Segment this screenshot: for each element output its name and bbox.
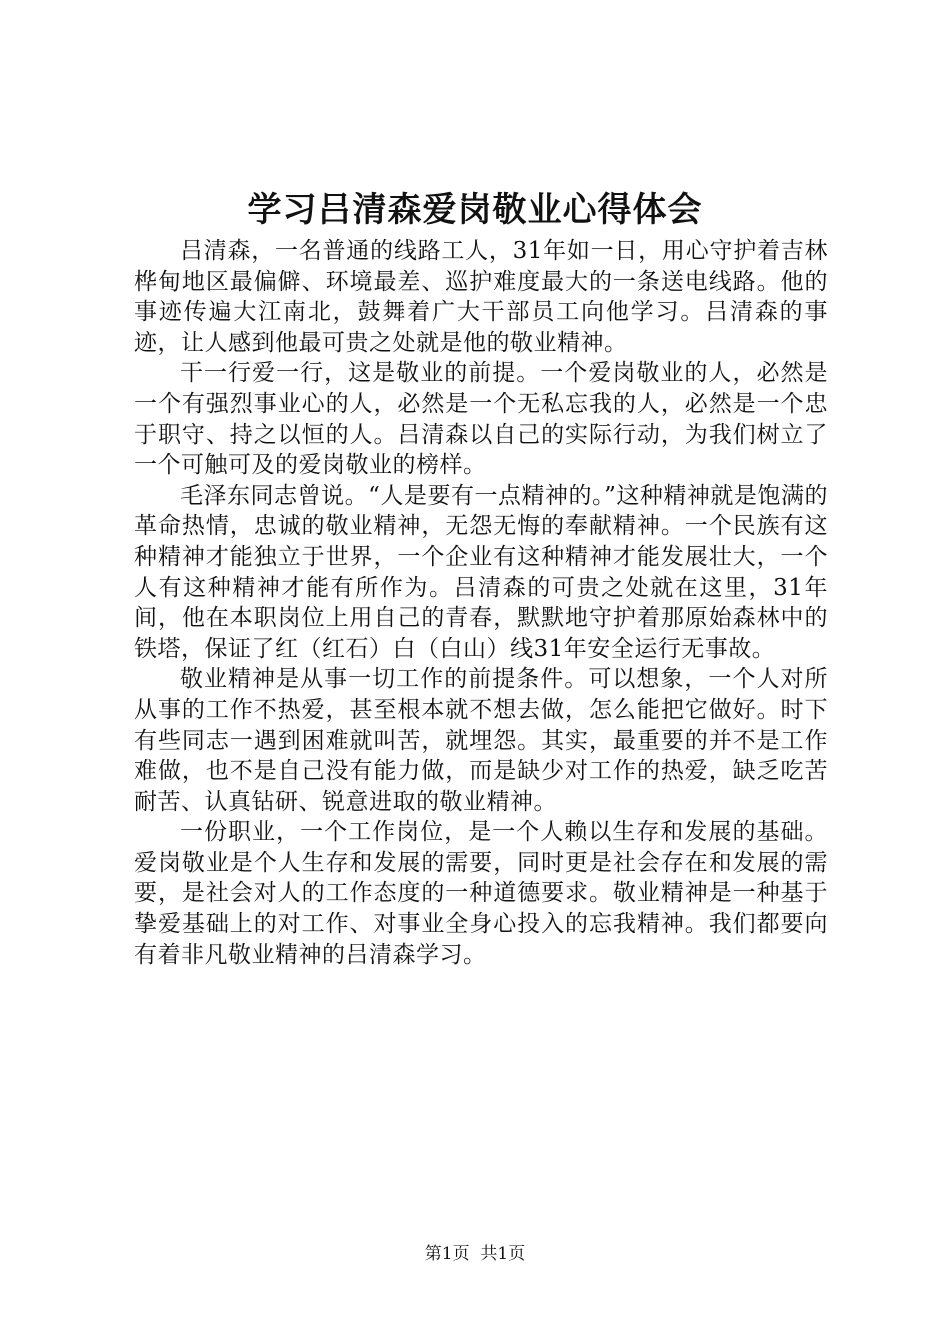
document-title: 学习吕清森爱岗敬业心得体会 [247,190,703,230]
paragraph-5: 一份职业，一个工作岗位，是一个人赖以生存和发展的基础。爱岗敬业是个人生存和发展的需要，同时更是社会存在和发展的需要，是社会对人的工作态度的一种道德要求。敬业精神是一种基于挚爱基础上的对工作、对事业全身心投入的忘我精神。我们都要向有着非凡敬业精神的吕清森学习。 [134,819,828,968]
paragraph-1: 吕清森，一名普通的线路工人，31年如一日，用心守护着吉林桦甸地区最偏僻、环境最差、巡护难度最大的一条送电线路。他的事迹传遍大江南北，鼓舞着广大干部员工向他学习。吕清森的事迹，让人感到他最可贵之处就是他的敬业精神。 [134,238,828,356]
page-total: 共1页 [480,1244,526,1264]
document-body [134,236,828,970]
footer-separator [470,1244,481,1264]
page-footer [0,1242,950,1266]
page-number: 第1页 [424,1244,470,1264]
paragraph-4: 敬业精神是从事一切工作的前提条件。可以想象，一个人对所从事的工作不热爱，甚至根本就不想去做，怎么能把它做好。时下有些同志一遇到困难就叫苦，就埋怨。其实，最重要的并不是工作难做，也不是自己没有能力做，而是缺少对工作的热爱，缺乏吃苦耐苦、认真钻研、锐意进取的敬业精神。 [134,666,828,815]
paragraph-3: 毛泽东同志曾说。“人是要有一点精神的。”这种精神就是饱满的革命热情，忠诚的敬业精神，无怨无悔的奉献精神。一个民族有这种精神才能独立于世界，一个企业有这种精神才能发展壮大，一个人有这种精神才能有所作为。吕清森的可贵之处就在这里，31年间，他在本职岗位上用自己的青春，默默地守护着那原始森林中的铁塔，保证了红（红石）白（白山）线31年安全运行无事故。 [134,482,828,662]
paragraph-2: 干一行爱一行，这是敬业的前提。一个爱岗敬业的人，必然是一个有强烈事业心的人，必然是一个无私忘我的人，必然是一个忠于职守、持之以恒的人。吕清森以自己的实际行动，为我们树立了一个可触可及的爱岗敬业的榜样。 [134,360,828,479]
